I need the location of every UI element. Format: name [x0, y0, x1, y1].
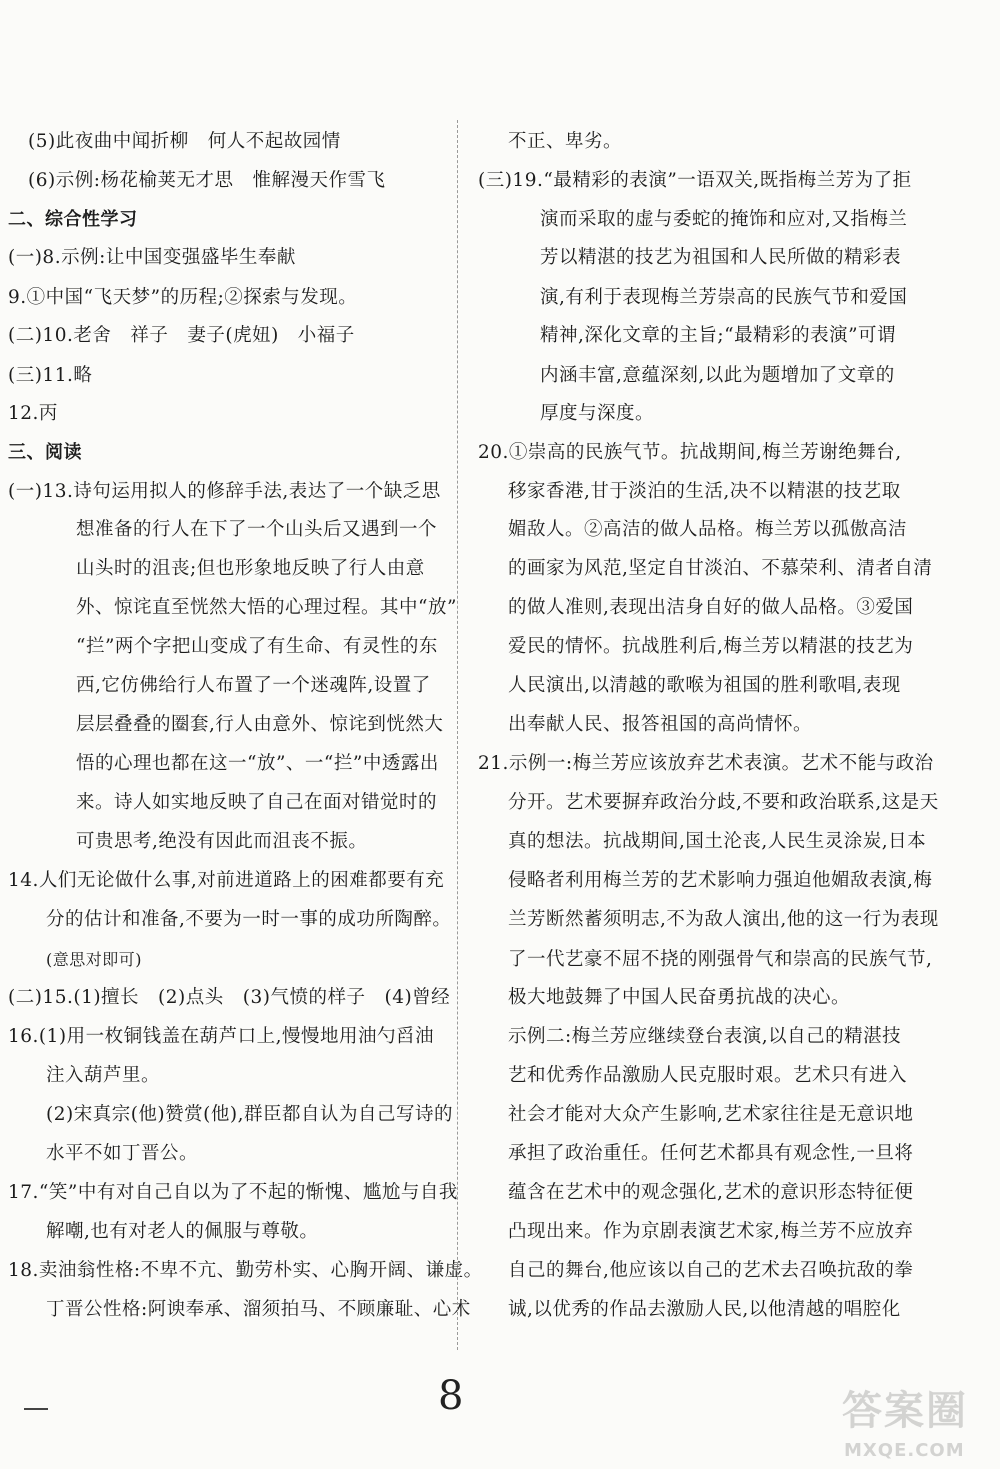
text-line: 的做人准则,表现出洁身自好的做人品格。③爱国: [508, 597, 914, 618]
text-line: 18.卖油翁性格:不卑不亢、勤劳朴实、心胸开阔、谦虚。: [8, 1260, 483, 1281]
text-line: 解嘲,也有对老人的佩服与尊敬。: [46, 1221, 319, 1242]
text-line: 16.(1)用一枚铜钱盖在葫芦口上,慢慢地用油勺舀油: [8, 1026, 435, 1047]
text-line: 想准备的行人在下了一个山头后又遇到一个: [76, 519, 438, 540]
text-line: “拦”两个字把山变成了有生命、有灵性的东: [76, 636, 438, 657]
text-line: 20.①崇高的民族气节。抗战期间,梅兰芳谢绝舞台,: [478, 442, 902, 463]
text-line: 真的想法。抗战期间,国土沦丧,人民生灵涂炭,日本: [508, 831, 927, 852]
text-line: 分的估计和准备,不要为一时一事的成功所陶醉。: [46, 909, 452, 930]
text-line: 侵略者利用梅兰芳的艺术影响力强迫他媚敌表演,梅: [508, 870, 933, 891]
text-line: 悟的心理也都在这一“放”、一“拦”中透露出: [76, 753, 439, 774]
watermark-logo: 答案圈: [842, 1388, 968, 1434]
text-line: 承担了政治重任。任何艺术都具有观念性,一旦将: [508, 1143, 914, 1164]
text-line: (三)11.略: [8, 365, 93, 386]
text-line: 兰芳断然蓄须明志,不为敌人演出,他的这一行为表现: [508, 909, 939, 930]
text-line: 诚,以优秀的作品去激励人民,以他清越的唱腔化: [508, 1299, 901, 1320]
text-line: (二)10.老舍 祥子 妻子(虎妞) 小福子: [8, 325, 355, 346]
footer-rule: [24, 1408, 48, 1410]
text-line: 注入葫芦里。: [46, 1065, 161, 1086]
watermark-url: MXQE.COM: [844, 1440, 965, 1461]
text-line: 演,有利于表现梅兰芳崇高的民族气节和爱国: [540, 287, 908, 308]
text-line: 9.①中国“飞天梦”的历程;②探索与发现。: [8, 287, 358, 308]
text-line: 了一代艺豪不屈不挠的刚强骨气和崇高的民族气节,: [508, 949, 933, 970]
section-heading: 三、阅读: [8, 442, 82, 463]
text-line: 社会才能对大众产生影响,艺术家往往是无意识地: [508, 1104, 914, 1125]
text-line: (5)此夜曲中闻折柳 何人不起故园情: [28, 131, 341, 152]
text-line: 21.示例一:梅兰芳应该放弃艺术表演。艺术不能与政治: [478, 753, 934, 774]
text-line: 17.“笑”中有对自己自以为了不起的惭愧、尴尬与自我: [8, 1182, 458, 1203]
text-line: 分开。艺术要摒弃政治分歧,不要和政治联系,这是天: [508, 792, 939, 813]
text-line: 12.丙: [8, 403, 58, 424]
text-line: 示例二:梅兰芳应继续登台表演,以自己的精湛技: [508, 1026, 902, 1047]
text-line: 丁晋公性格:阿谀奉承、溜须拍马、不顾廉耻、心术: [46, 1299, 471, 1320]
text-line: 凸现出来。作为京剧表演艺术家,梅兰芳不应放弃: [508, 1221, 914, 1242]
text-line: (2)宋真宗(他)赞赏(他),群臣都自认为自己写诗的: [46, 1104, 453, 1125]
text-line: (二)15.(1)擅长 (2)点头 (3)气愤的样子 (4)曾经: [8, 987, 451, 1008]
text-line: 蕴含在艺术中的观念强化,艺术的意识形态特征便: [508, 1182, 914, 1203]
text-line: 山头时的沮丧;但也形象地反映了行人由意: [76, 558, 425, 579]
text-line: 精神,深化文章的主旨;“最精彩的表演”可谓: [540, 325, 897, 346]
text-line: 14.人们无论做什么事,对前进道路上的困难都要有充: [8, 870, 445, 891]
text-line: 外、惊诧直至恍然大悟的心理过程。其中“放”: [76, 597, 457, 618]
text-line: 层层叠叠的圈套,行人由意外、惊诧到恍然大: [76, 714, 444, 735]
text-line: (一)8.示例:让中国变强盛毕生奉献: [8, 247, 296, 268]
text-line: 出奉献人民、报答祖国的高尚情怀。: [508, 714, 813, 735]
text-line: 内涵丰富,意蕴深刻,以此为题增加了文章的: [540, 365, 895, 386]
text-line: 芳以精湛的技艺为祖国和人民所做的精彩表: [540, 247, 902, 268]
text-line: (三)19.“最精彩的表演”一语双关,既指梅兰芳为了拒: [478, 170, 912, 191]
text-line: 自己的舞台,他应该以自己的艺术去召唤抗敌的拳: [508, 1260, 914, 1281]
text-line: 的画家为风范,坚定自甘淡泊、不慕荣利、清者自清: [508, 558, 933, 579]
column-divider: [457, 120, 459, 1350]
text-line: 可贵思考,绝没有因此而沮丧不振。: [76, 831, 368, 852]
text-line: 西,它仿佛给行人布置了一个迷魂阵,设置了: [76, 675, 431, 696]
text-line: 爱民的情怀。抗战胜利后,梅兰芳以精湛的技艺为: [508, 636, 914, 657]
text-line: (6)示例:杨花榆荚无才思 惟解漫天作雪飞: [28, 170, 386, 191]
text-line: 来。诗人如实地反映了自己在面对错觉时的: [76, 792, 438, 813]
text-line: 厚度与深度。: [540, 403, 655, 424]
text-line: 不正、卑劣。: [508, 131, 623, 152]
text-line: 极大地鼓舞了中国人民奋勇抗战的决心。: [508, 987, 851, 1008]
text-line: (一)13.诗句运用拟人的修辞手法,表达了一个缺乏思: [8, 481, 441, 502]
section-heading: 二、综合性学习: [8, 209, 138, 230]
text-line: 水平不如丁晋公。: [46, 1143, 199, 1164]
text-line: 演而采取的虚与委蛇的掩饰和应对,又指梅兰: [540, 209, 908, 230]
text-line: 艺和优秀作品激励人民克服时艰。艺术只有进入: [508, 1065, 908, 1086]
text-line: 媚敌人。②高洁的做人品格。梅兰芳以孤傲高洁: [508, 519, 908, 540]
site-watermark: [842, 1388, 992, 1466]
page-number: 8: [438, 1373, 464, 1419]
text-line: 人民演出,以清越的歌喉为祖国的胜利歌唱,表现: [508, 675, 901, 696]
text-line: (意思对即可): [46, 950, 142, 969]
text-line: 移家香港,甘于淡泊的生活,决不以精湛的技艺取: [508, 481, 901, 502]
